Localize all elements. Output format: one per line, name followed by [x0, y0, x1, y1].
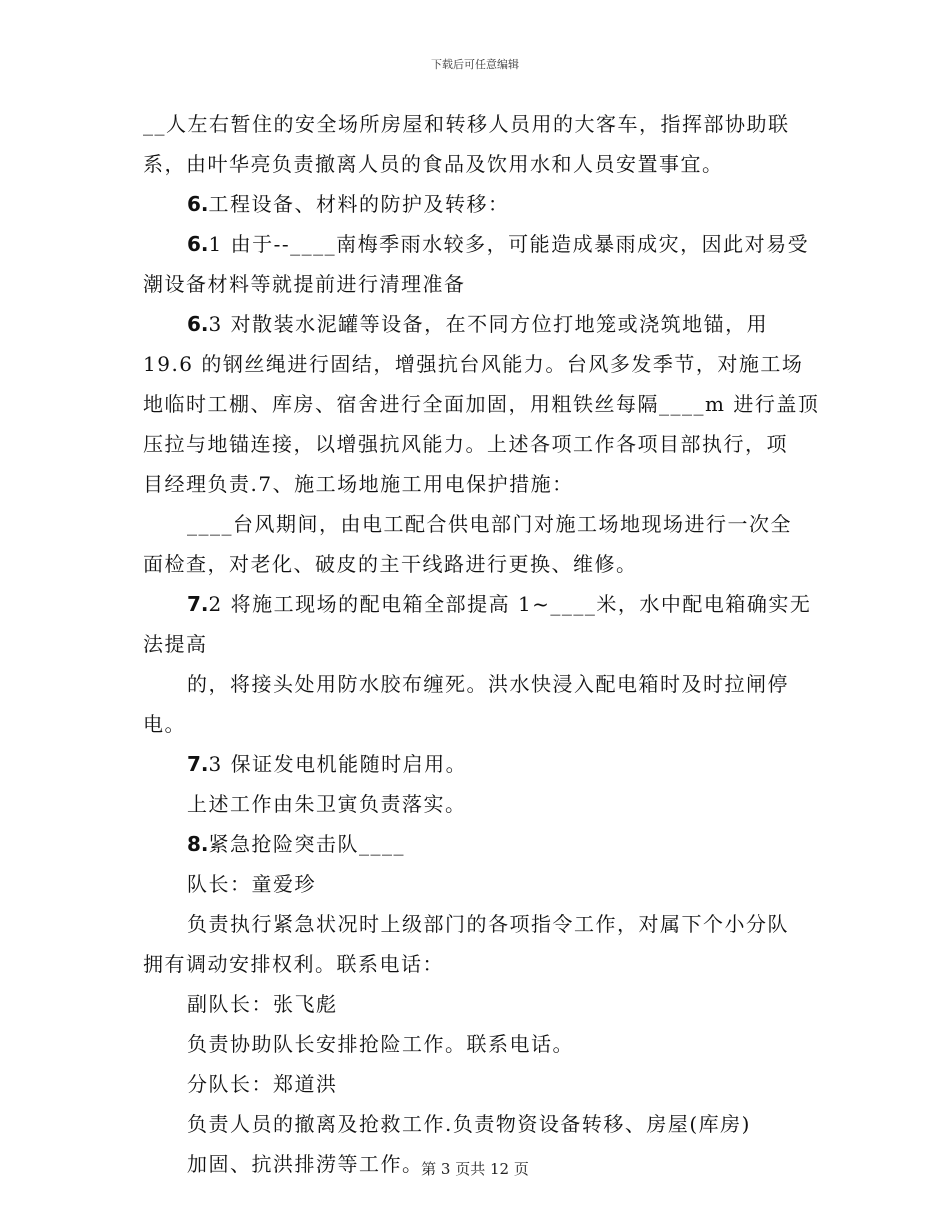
text-line	[143, 704, 823, 744]
text-line	[143, 584, 823, 624]
text-line	[143, 664, 823, 704]
line-text: 电。	[143, 712, 186, 736]
text-line	[143, 1024, 823, 1064]
text-line	[143, 824, 823, 864]
section-number: 7.	[187, 592, 209, 616]
line-text: 队长：童爱珍	[187, 872, 316, 896]
line-text: 法提高	[143, 632, 208, 656]
line-text: 分队长：郑道洪	[187, 1072, 338, 1096]
line-text: 工程设备、材料的防护及转移：	[208, 192, 510, 216]
line-text: 上述工作由朱卫寅负责落实。	[187, 792, 467, 816]
page-header: 下载后可任意编辑	[431, 58, 519, 71]
document-body	[143, 104, 823, 1184]
text-line	[143, 504, 823, 544]
line-text: ____台风期间，由电工配合供电部门对施工场地现场进行一次全	[187, 512, 792, 536]
line-text: __人左右暂住的安全场所房屋和转移人员用的大客车，指挥部协助联	[143, 112, 790, 136]
text-line	[143, 864, 823, 904]
line-text: 目经理负责.7、施工场地施工用电保护措施：	[143, 472, 574, 496]
text-line	[143, 184, 823, 224]
line-text: 压拉与地锚连接，以增强抗风能力。上述各项工作各项目部执行，项	[143, 432, 788, 456]
line-text: 紧急抢险突击队____	[208, 832, 406, 856]
line-text: 负责执行紧急状况时上级部门的各项指令工作，对属下个小分队	[187, 912, 789, 936]
text-line	[143, 1104, 823, 1144]
text-line	[143, 784, 823, 824]
text-line	[143, 304, 823, 344]
page-footer: 第 3 页共 12 页	[421, 1160, 529, 1178]
section-number: 6.	[187, 232, 209, 256]
section-number: 6.	[187, 192, 209, 216]
line-text: 2 将施工现场的配电箱全部提高 1~____米，水中配电箱确实无	[208, 592, 812, 616]
line-text: 拥有调动安排权利。联系电话：	[143, 952, 444, 976]
section-number: 7.	[187, 752, 209, 776]
line-text: 负责协助队长安排抢险工作。联系电话。	[187, 1032, 574, 1056]
line-text: 19.6 的钢丝绳进行固结，增强抗台风能力。台风多发季节，对施工场	[143, 352, 804, 376]
line-text: 3 保证发电机能随时启用。	[208, 752, 468, 776]
line-text: 负责人员的撤离及抢救工作.负责物资设备转移、房屋(库房)	[187, 1112, 751, 1136]
text-line	[143, 984, 823, 1024]
text-line	[143, 424, 823, 464]
text-line	[143, 224, 823, 264]
line-text: 1 由于--____南梅季雨水较多，可能造成暴雨成灾，因此对易受	[208, 232, 810, 256]
text-line	[143, 544, 823, 584]
text-line	[143, 384, 823, 424]
text-line	[143, 744, 823, 784]
section-number: 6.	[187, 312, 209, 336]
line-text: 地临时工棚、库房、宿舍进行全面加固，用粗铁丝每隔____m 进行盖顶	[143, 392, 820, 416]
text-line	[143, 104, 823, 144]
text-line	[143, 624, 823, 664]
text-line	[143, 904, 823, 944]
line-text: 面检查，对老化、破皮的主干线路进行更换、维修。	[143, 552, 638, 576]
text-line	[143, 464, 823, 504]
text-line	[143, 144, 823, 184]
line-text: 副队长：张飞彪	[187, 992, 338, 1016]
line-text: 系，由叶华亮负责撤离人员的食品及饮用水和人员安置事宜。	[143, 152, 724, 176]
line-text: 潮设备材料等就提前进行清理准备	[143, 272, 466, 296]
line-text: 加固、抗洪排涝等工作。	[187, 1152, 424, 1176]
text-line	[143, 264, 823, 304]
text-line	[143, 1064, 823, 1104]
section-number: 8.	[187, 832, 209, 856]
text-line	[143, 344, 823, 384]
text-line	[143, 944, 823, 984]
line-text: 3 对散装水泥罐等设备，在不同方位打地笼或浇筑地锚，用	[208, 312, 769, 336]
line-text: 的，将接头处用防水胶布缠死。洪水快浸入配电箱时及时拉闸停	[187, 672, 789, 696]
